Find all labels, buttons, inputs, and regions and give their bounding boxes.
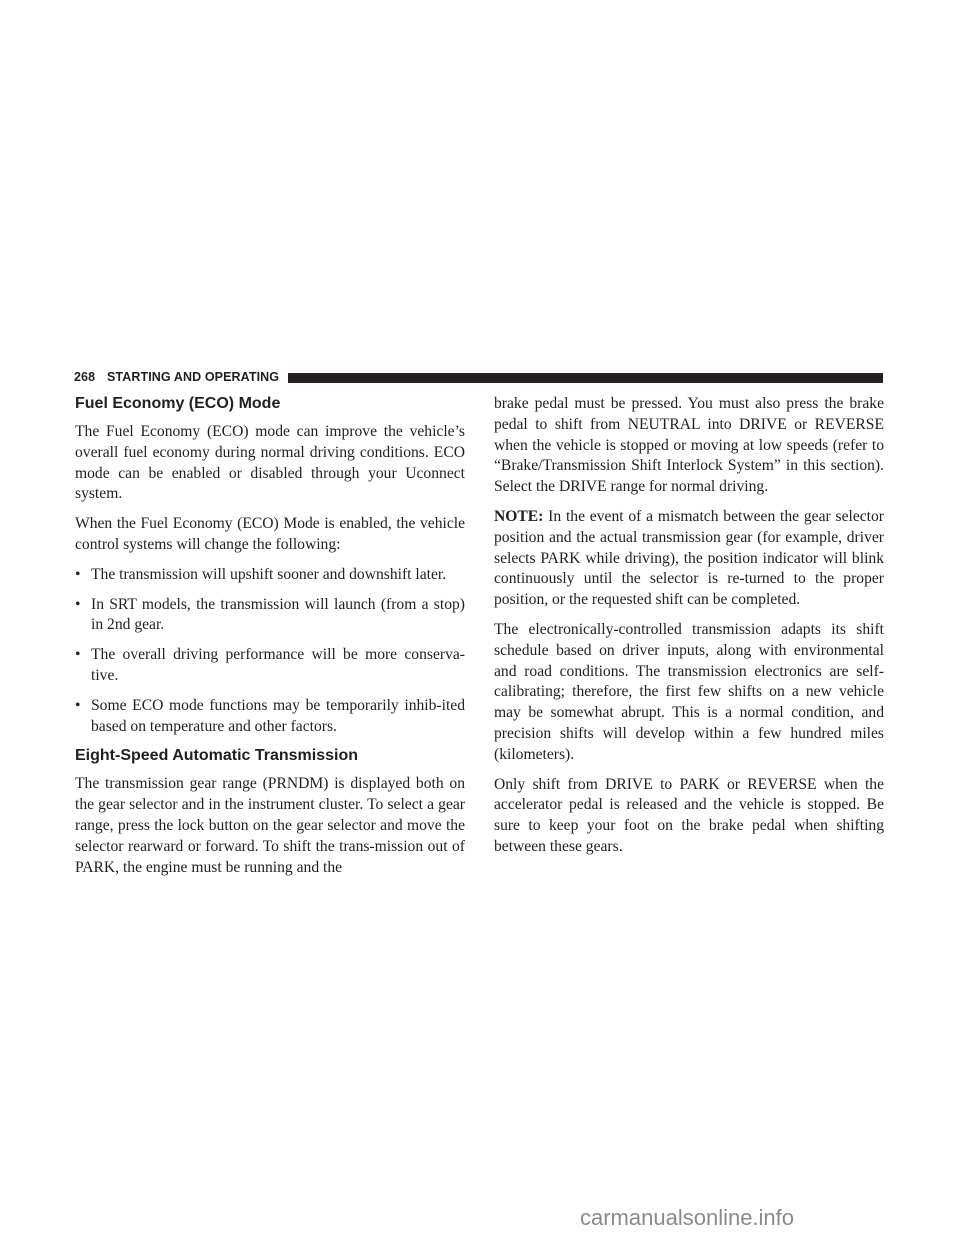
page-header bbox=[73, 368, 884, 388]
list-item bbox=[75, 696, 465, 738]
paragraph-shift-park: Only shift from DRIVE to PARK or REVERSE when the accelerator pedal is released and the vehicle is stopped. Be sure to keep your foot on the brake pedal when shifting between these gears. bbox=[494, 775, 884, 855]
right-column bbox=[494, 394, 884, 867]
heading-transmission: Eight-Speed Automatic Transmission bbox=[75, 747, 359, 765]
page-number: 268 bbox=[74, 370, 96, 384]
section-title: STARTING AND OPERATING bbox=[107, 370, 280, 384]
paragraph-eco-changes: When the Fuel Economy (ECO) Mode is enabled, the vehicle control systems will change the following: bbox=[75, 515, 465, 553]
list-item bbox=[75, 565, 465, 586]
bullet-icon: • bbox=[75, 595, 81, 613]
list-item-text: The overall driving performance will be more conserva-tive. bbox=[91, 646, 465, 684]
paragraph-eco-intro: The Fuel Economy (ECO) mode can improve the vehicle’s overall fuel economy during normal driving conditions. ECO mode can be enabled or disabled through your Uconnect system. bbox=[75, 423, 465, 503]
note-label: NOTE: bbox=[494, 507, 544, 525]
bullet-icon: • bbox=[75, 696, 81, 714]
header-rule bbox=[288, 373, 883, 383]
note-text: In the event of a mismatch between the gear selector position and the actual transmission gear (for example, driver selects PARK while driving), the position indicator will blink continuously until the selector is re-turned to the proper position, or the requested shift can be completed. bbox=[494, 507, 884, 609]
watermark: carmanualsonline.info bbox=[580, 1205, 795, 1230]
paragraph-continued: brake pedal must be pressed. You must also press the brake pedal to shift from NEUTRAL into DRIVE or REVERSE when the vehicle is stopped or moving at low speeds (refer to “Brake/Transmission Shift Interlock System” in this section). Select the DRIVE range for normal driving. bbox=[494, 395, 884, 496]
left-column bbox=[75, 394, 465, 887]
list-item-text: In SRT models, the transmission will launch (from a stop) in 2nd gear. bbox=[91, 595, 465, 634]
bullet-icon: • bbox=[75, 646, 81, 664]
bullet-icon: • bbox=[75, 565, 81, 583]
note-paragraph bbox=[494, 507, 884, 611]
list-item bbox=[75, 595, 465, 637]
paragraph-transmission: The transmission gear range (PRNDM) is displayed both on the gear selector and in the instrument cluster. To select a gear range, press the lock button on the gear selector and move the selector rearward or forward. To shift the trans-mission out of PARK, the engine must be running and the bbox=[75, 775, 465, 876]
heading-eco-mode: Fuel Economy (ECO) Mode bbox=[75, 395, 281, 412]
list-item-text: The transmission will upshift sooner and downshift later. bbox=[91, 565, 447, 583]
paragraph-adaptive-shift: The electronically-controlled transmission adapts its shift schedule based on driver inputs, along with environmental and road conditions. The transmission electronics are self-calibrating; therefore, the first few shifts on a new vehicle may be somewhat abrupt. This is a normal condition, and precision shifts will develop within a few hundred miles (kilometers). bbox=[494, 620, 884, 763]
eco-bullet-list bbox=[75, 565, 465, 738]
list-item-text: Some ECO mode functions may be temporarily inhib-ited based on temperature and other factors. bbox=[91, 696, 465, 735]
list-item bbox=[75, 645, 465, 687]
